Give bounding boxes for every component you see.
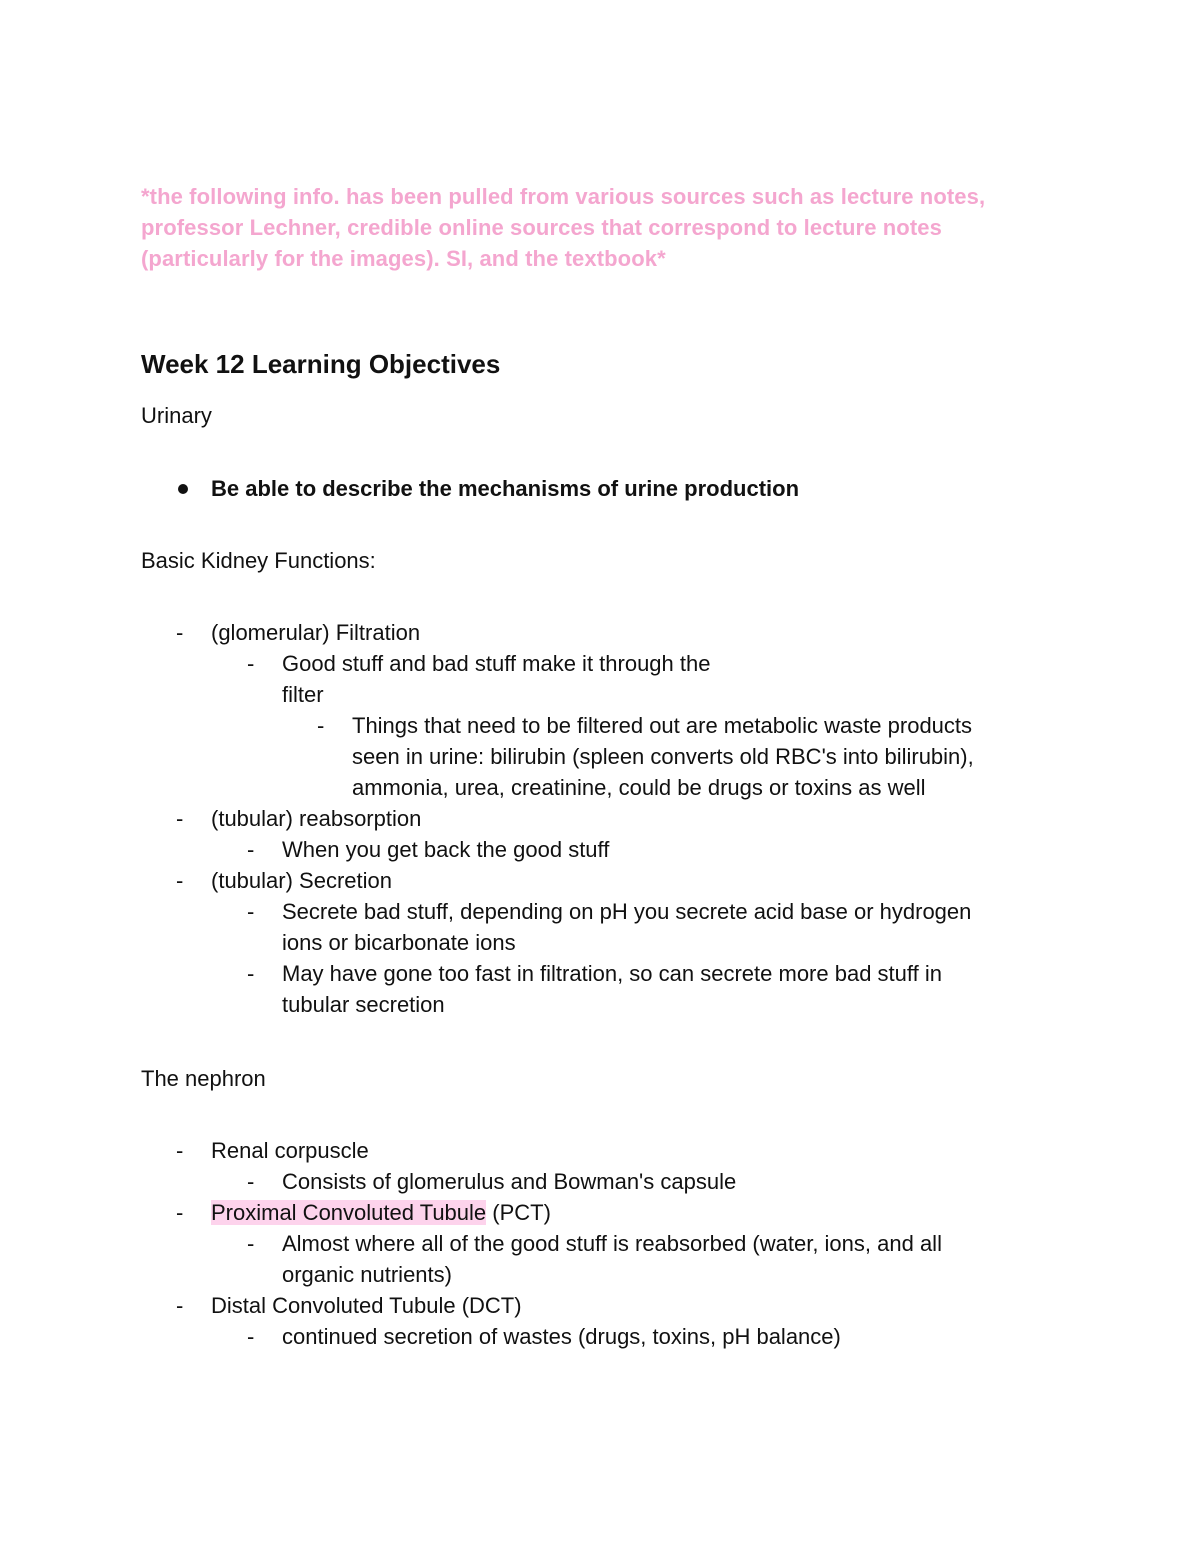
list-item-waste-line-3: ammonia, urea, creatinine, could be drugs or toxins as well (352, 775, 926, 800)
list-item-renal-sub: Consists of glomerulus and Bowman's capsule (282, 1169, 737, 1194)
dash-marker: - (247, 1169, 255, 1194)
list-item-pct (211, 1197, 551, 1228)
nephron-heading: The nephron (141, 1066, 266, 1091)
bullet-dot-icon (178, 484, 188, 494)
intro-note-line-2: professor Lechner, credible online sources that correspond to lecture notes (141, 215, 942, 240)
pct-abbrev: (PCT) (486, 1200, 551, 1225)
pct-highlight: Proximal Convoluted Tubule (211, 1200, 487, 1225)
list-item-dct-sub: continued secretion of wastes (drugs, toxins, pH balance) (282, 1324, 841, 1349)
objective-text: Be able to describe the mechanisms of urine production (211, 476, 800, 501)
basic-functions-heading: Basic Kidney Functions: (141, 548, 376, 573)
dash-marker: - (176, 1200, 184, 1225)
list-item-pct-sub-line-2: organic nutrients) (282, 1262, 452, 1287)
dash-marker: - (247, 961, 255, 986)
list-item-secretion-sub-2-line-1: May have gone too fast in filtration, so can secrete more bad stuff in (282, 961, 942, 986)
list-item-reabsorption-sub: When you get back the good stuff (282, 837, 610, 862)
dash-marker: - (176, 1293, 184, 1318)
list-item-reabsorption: (tubular) reabsorption (211, 806, 422, 831)
dash-marker: - (247, 651, 255, 676)
intro-note-line-1: *the following info. has been pulled from various sources such as lecture notes, (141, 184, 986, 209)
dash-marker: - (176, 806, 184, 831)
list-item-waste-line-2: seen in urine: bilirubin (spleen converts old RBC's into bilirubin), (352, 744, 974, 769)
dash-marker: - (317, 713, 325, 738)
list-item-glomerular-sub: Good stuff and bad stuff make it through the (282, 651, 711, 676)
dash-marker: - (247, 837, 255, 862)
list-item-secretion-sub-1-line-1: Secrete bad stuff, depending on pH you secrete acid base or hydrogen (282, 899, 972, 924)
dash-marker: - (247, 1324, 255, 1349)
dash-marker: - (247, 899, 255, 924)
dash-marker: - (176, 620, 184, 645)
list-item-secretion-sub-1-line-2: ions or bicarbonate ions (282, 930, 516, 955)
list-item-pct-sub-line-1: Almost where all of the good stuff is reabsorbed (water, ions, and all (282, 1231, 942, 1256)
list-item-dct: Distal Convoluted Tubule (DCT) (211, 1293, 522, 1318)
list-item-glomerular-sub-cont: filter (282, 682, 324, 707)
list-item-waste-line-1: Things that need to be filtered out are metabolic waste products (352, 713, 973, 738)
list-item-secretion: (tubular) Secretion (211, 868, 392, 893)
dash-marker: - (176, 868, 184, 893)
section-label: Urinary (141, 403, 212, 428)
dash-marker: - (176, 1138, 184, 1163)
list-item-secretion-sub-2-line-2: tubular secretion (282, 992, 445, 1017)
page-title: Week 12 Learning Objectives (141, 349, 501, 379)
list-item-renal-corpuscle: Renal corpuscle (211, 1138, 369, 1163)
list-item-glomerular: (glomerular) Filtration (211, 620, 421, 645)
intro-note-line-3: (particularly for the images). SI, and the textbook* (141, 246, 666, 271)
dash-marker: - (247, 1231, 255, 1256)
